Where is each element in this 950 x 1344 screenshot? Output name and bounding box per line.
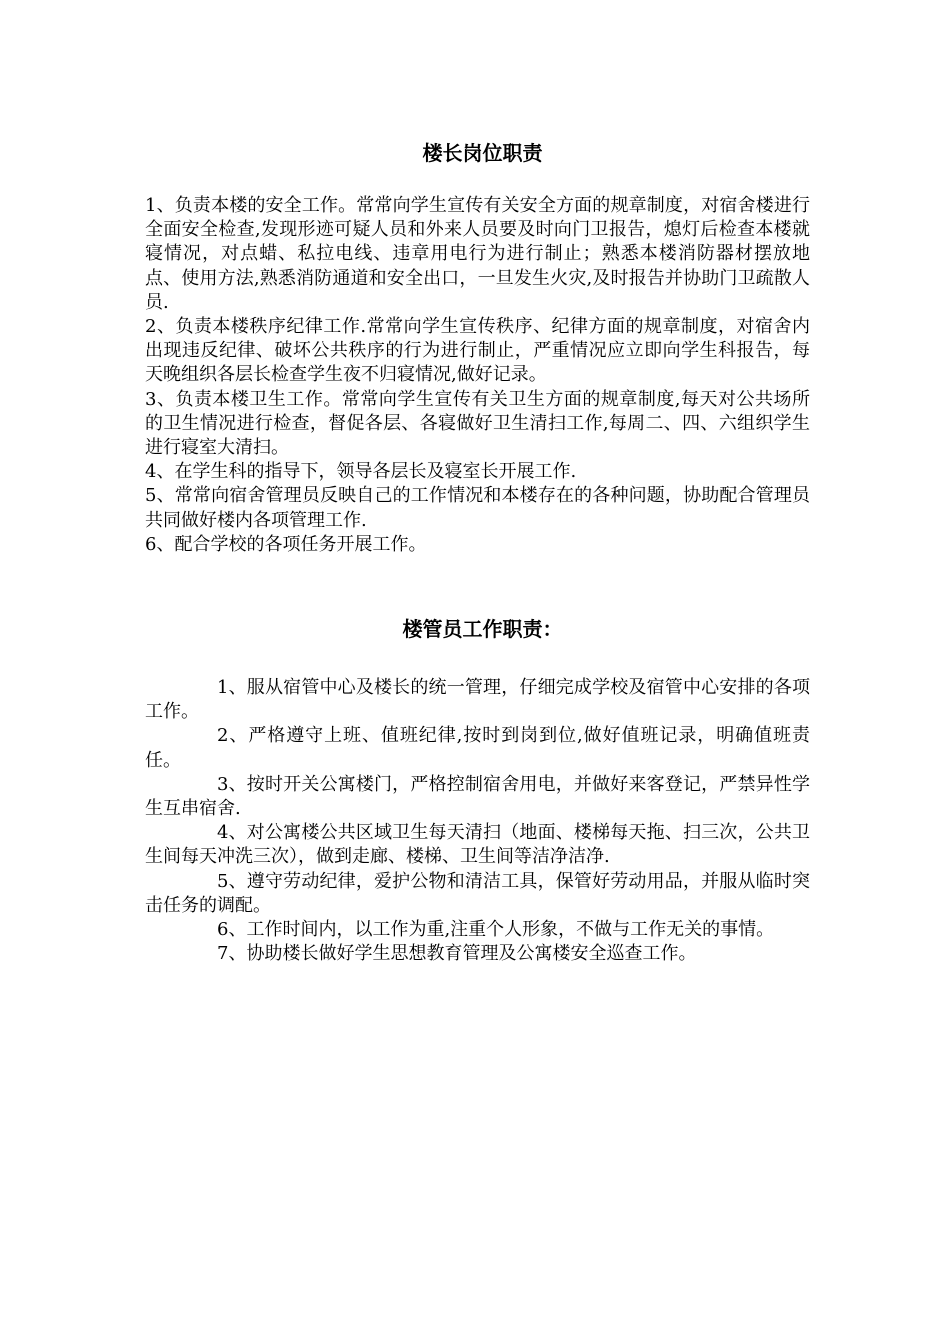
duty-item: 5、常常向宿舍管理员反映自己的工作情况和本楼存在的各种问题，协助配合管理员共同做好楼内各项管理工作. xyxy=(145,485,810,531)
duty-item: 3、按时开关公寓楼门，严格控制宿舍用电，并做好来客登记，严禁异性学生互串宿舍. xyxy=(145,773,810,820)
duty-item: 1、负责本楼的安全工作。常常向学生宣传有关安全方面的规章制度，对宿舍楼进行全面安全检查,发现形迹可疑人员和外来人员要及时向门卫报告，熄灯后检查本楼就寝情况，对点蜡、私拉电线、违章用电行为进行制止；熟悉本楼消防器材摆放地点、使用方法,熟悉消防通道和安全出口，一旦发生火灾,及时报告并协助门卫疏散人员. xyxy=(145,195,810,313)
duty-item: 4、在学生科的指导下，领导各层长及寝室长开展工作. xyxy=(145,461,577,483)
building-manager-duties-section xyxy=(145,616,810,966)
duty-item: 5、遵守劳动纪律，爱护公物和清洁工具，保管好劳动用品，并服从临时突击任务的调配。 xyxy=(145,870,810,916)
duty-item: 2、严格遵守上班、值班纪律,按时到岗到位,做好值班记录，明确值班责任。 xyxy=(145,725,810,771)
duty-item: 2、负责本楼秩序纪律工作.常常向学生宣传秩序、纪律方面的规章制度，对宿舍内出现违反纪律、破坏公共秩序的行为进行制止，严重情况应立即向学生科报告，每天晚组织各层长检查学生夜不归寝情况,做好记录。 xyxy=(145,316,810,386)
building-leader-duties-section xyxy=(145,140,810,557)
duty-item: 4、对公寓楼公共区域卫生每天清扫（地面、楼梯每天拖、扫三次，公共卫生间每天冲洗三次），做到走廊、楼梯、卫生间等洁净洁净. xyxy=(145,822,810,868)
duty-item: 6、工作时间内，以工作为重,注重个人形象，不做与工作无关的事情。 xyxy=(217,919,775,941)
section-title: 楼管员工作职责： xyxy=(402,617,563,641)
section-title: 楼长岗位职责 xyxy=(422,141,543,165)
duty-item: 3、负责本楼卫生工作。常常向学生宣传有关卫生方面的规章制度,每天对公共场所的卫生情况进行检查，督促各层、各寝做好卫生清扫工作,每周二、四、六组织学生进行寝室大清扫。 xyxy=(145,388,810,459)
duty-item: 7、协助楼长做好学生思想教育管理及公寓楼安全巡查工作。 xyxy=(217,943,697,965)
duty-item: 1、服从宿管中心及楼长的统一管理，仔细完成学校及宿管中心安排的各项工作。 xyxy=(145,677,810,723)
duty-item: 6、配合学校的各项任务开展工作。 xyxy=(145,533,427,555)
